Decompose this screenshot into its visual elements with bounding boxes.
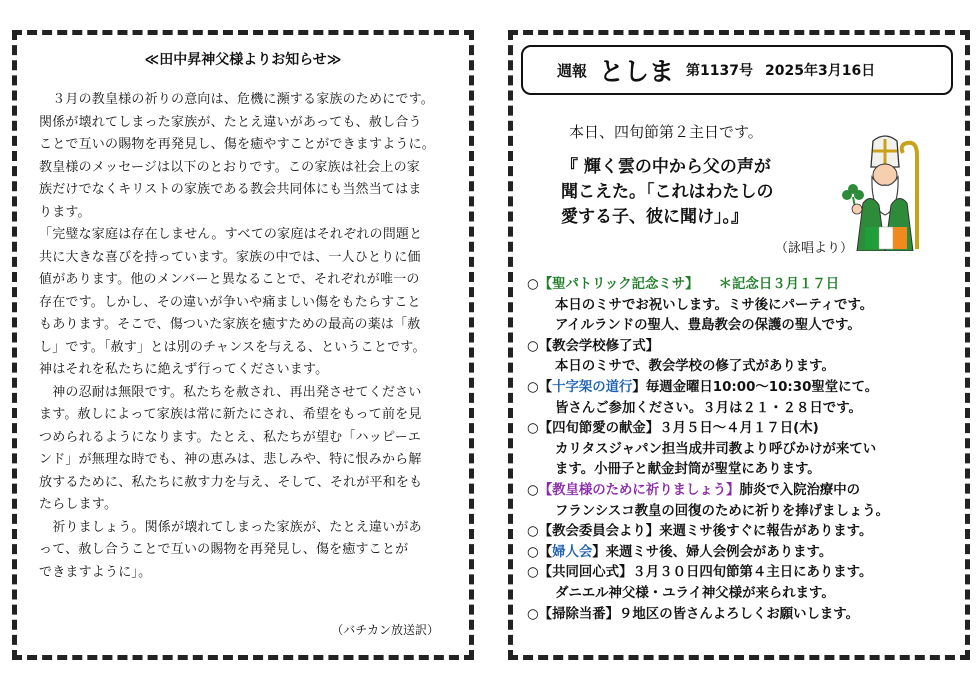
notice-line: 「完璧な家庭は存在しません。すべての家庭はそれぞれの問題と [39,227,423,242]
notice-line: 祈りましょう。関係が壊れてしまった家族が、たとえ違いがあ [39,519,422,535]
list-item: ○【四旬節愛の献金】３月５日～４月１７日(木) [527,421,819,437]
notice-line: ンド」が無理な時でも、神の恵みは、悲しみや、特に恨みから解 [39,452,422,467]
item-title: 婦人会 [552,544,593,560]
notice-line: 教皇様のメッセージは以下のとおりです。この家族は社会上の家 [39,159,420,175]
notice-line: 神はそれを私たちに絶えず行ってくださいます。 [39,362,329,377]
item-text: フランシスコ教皇の回復のために祈りを捧げましょう。 [555,503,890,519]
bullet: ○ [527,482,539,498]
notice-line: 神の忍耐は無限です。私たちを赦され、再出発させてください [39,384,422,400]
scripture-quote [561,155,774,230]
notice-line: 値があります。他のメンバーと異なることで、それぞれが唯一の [39,272,420,287]
item-text: ます。小冊子と献金封筒が聖堂にあります。 [555,462,821,478]
list-item [527,275,889,296]
notice-line: できますように」。 [39,564,152,580]
issue-date: 2025年3月16日 [765,63,876,79]
quote-line: 聞こえた。「これはわたしの [561,182,774,202]
item-text: 本日のミサでお祝いします。ミサ後にパーティです。 [555,297,874,313]
item-text: カリタスジャパン担当成井司教より呼びかけが来てい [555,441,877,457]
notice-line: ます。赦しによって家族は常に新たにされ、希望をもって前を見 [39,407,422,422]
bullet: ○ [527,277,539,292]
item-title: 【聖パトリック記念ミサ】 [538,277,692,292]
notice-line: ことで互いの賜物を再発見し、傷を癒やすことができますように。 [39,137,436,152]
notice-line: ３月の教皇様の祈りの意向は、危機に瀕する家族のためにです。 [39,92,434,107]
item-text: アイルランドの聖人、豊島教会の保護の聖人です。 [555,318,861,334]
quote-source: （詠唱より） [775,241,854,256]
item-close: 】毎週金曜日10:00～10:30聖堂にて。 [632,379,879,395]
quote-line: 『 輝く雲の中から父の声が [561,157,771,177]
list-item: ○【掃除当番】９地区の皆さんよろしくお願いします。 [527,606,859,622]
item-text: 本日のミサで、教会学校の修了式があります。 [555,359,835,375]
translation-credit: （バチカン放送訳） [331,623,439,637]
item-title: 【教皇様のために祈りましょう】 [538,482,740,498]
bulletin-label: 週報 [557,61,588,80]
notice-line: って、赦し合うことで互いの賜物を再発見し、傷を癒すことが [39,542,409,557]
list-item [527,378,889,399]
item-close: 】来週ミサ後、婦人会例会があります。 [592,544,833,560]
notice-title: ≪田中昇神父様よりお知らせ≫ [144,52,342,68]
list-item [527,481,889,502]
item-rest: 肺炎で入院治療中の [739,482,861,498]
announcement-list [527,275,889,625]
item-open: ○【 [527,379,553,395]
item-note: ＊記念日３月１７日 [718,277,840,292]
quote-line: 愛する子、彼に聞け」。』 [561,207,748,227]
left-panel [12,30,474,660]
bulletin-header [521,45,953,95]
item-text: ダニエル神父様・ユライ神父様が来られます。 [555,585,835,601]
list-item [527,543,889,564]
notice-line: し」です。「赦す」とは別のチャンスを与える、ということです。 [39,339,426,355]
list-item: ○【共同回心式】３月３０日四旬節第４主日にあります。 [527,565,873,581]
list-item: ○【教会学校修了式】 [527,338,660,354]
item-text: 皆さんご参加ください。３月は２１・２８日です。 [555,400,862,416]
notice-line: ります。 [39,204,91,220]
saint-patrick-illustration [835,133,933,251]
list-item: ○【教会委員会より】来週ミサ後すぐに報告があります。 [527,524,873,540]
item-open: ○【 [527,544,553,560]
notice-line: 関係が壊れてしまった家族が、たとえ違いがあっても、赦し合う [39,114,422,130]
item-title: 十字架の道行 [552,379,633,395]
notice-line: つめられるようになります。たとえ、私たちが望む「ハッピーエ [39,429,422,445]
right-panel [508,30,970,660]
notice-line: たらします。 [39,497,118,512]
notice-line: もあります。そこで、傷ついた家族を癒すための最高の薬は「赦 [39,317,421,332]
notice-line: 族だけでなくキリストの家族である教会共同体にも当然当てはま [39,182,422,197]
notice-line: 共に大きな喜びを持っています。家族の中では、一人ひとりに価 [39,249,421,265]
notice-line: 存在です。しかし、その違いが争いや痛ましい傷をもたらすこと [39,294,421,310]
sunday-heading: 本日、四旬節第２主日です。 [569,123,763,141]
notice-line: 放するために、私たちに赦す力を与え、そして、それが平和をも [39,474,423,490]
bulletin-name: としま [599,57,675,86]
issue-number: 第1137号 [686,63,753,79]
notice-body [39,89,455,584]
